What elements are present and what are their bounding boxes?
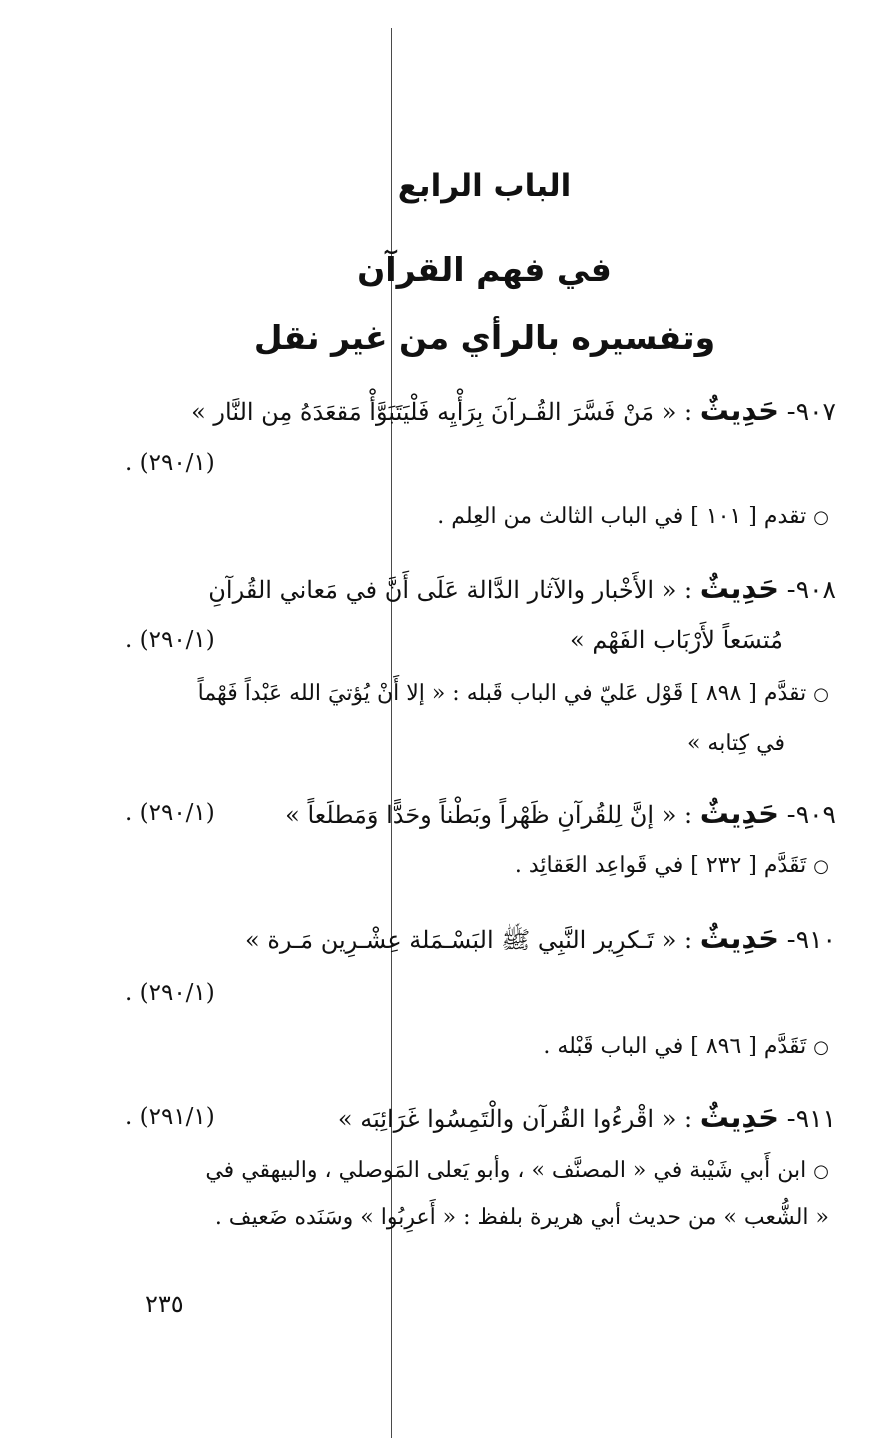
hadith-908-line-1: ٩٠٨- حَدِيثٌ : « الأَخْبار والآثار الدَّالة عَلَى أَنَّ في مَعاني القُرآنِ — [208, 571, 836, 605]
hadith-text-continued: مُتسَعاً لأَرْبَاب الفَهْم » — [570, 626, 783, 654]
hadith-text: « إنَّ لِلقُرآنِ ظَهْراً وبَطْناً وحَدًّا وَمَطلَعاً » — [285, 801, 677, 829]
chapter-subtitle-1: في فهم القرآن — [357, 250, 612, 289]
hadith-text: « تَـكرِير النَّبِي ﷺ البَسْـمَلة عِشْـرِين مَـرة » — [245, 926, 677, 954]
hadith-reference: (٢٩٠/١) . — [125, 450, 215, 476]
note-text: تقدَّم [ ٨٩٨ ] قَوْل عَليّ في الباب قَبله : « إلا أَنْ يُؤتيَ الله عَبْداً فَهْماً — [197, 681, 807, 706]
hadith-label: حَدِيثٌ — [699, 796, 780, 830]
hadith-908-note-line-2 — [687, 724, 785, 764]
hadith-reference: (٢٩٠/١) . — [125, 980, 215, 1006]
note-text: تقدم [ ١٠١ ] في الباب الثالث من العِلم . — [437, 504, 807, 529]
hadith-text: « مَنْ فَسَّرَ القُـرآنَ بِرَأْيِه فَلْيَتَبَوَّأْ مَقعَدَهُ مِن النَّار » — [191, 398, 677, 426]
hadith-label: حَدِيثٌ — [699, 921, 780, 955]
hadith-910-line-1: ٩١٠- حَدِيثٌ : « تَـكرِير النَّبِي ﷺ البَسْـمَلة عِشْـرِين مَـرة » — [245, 921, 836, 955]
hadith-text: « الأَخْبار والآثار الدَّالة عَلَى أَنَّ في مَعاني القُرآنِ — [208, 576, 677, 604]
hadith-911-line-1: ٩١١- حَدِيثٌ : « اقْرءُوا القُرآن والْتَمِسُوا غَرَائِبَه » (٢٩١/١) . — [125, 1097, 836, 1137]
hadith-908-note-line-1 — [125, 674, 829, 714]
bullet-icon: ○ — [813, 684, 829, 705]
hadith-label: حَدِيثٌ — [699, 571, 780, 605]
page-number: ٢٣٥ — [145, 1290, 184, 1318]
note-text-continued: في كِتابه » — [686, 731, 785, 756]
hadith-909-line-1: ٩٠٩- حَدِيثٌ : « إنَّ لِلقُرآنِ ظَهْراً وبَطْناً وحَدًّا وَمَطلَعاً » (٢٩٠/١) . — [125, 793, 836, 833]
note-text: ابن أَبي شَيْبة في « المصنَّف » ، وأبو يَعلى المَوصلي ، والبيهقي في — [205, 1158, 807, 1183]
chapter-subtitle-2: وتفسيره بالرأي من غير نقل — [253, 318, 716, 357]
hadith-911-note-line-1 — [125, 1151, 829, 1191]
chapter-title: الباب الرابع — [397, 168, 572, 204]
hadith-911-note-line-2 — [125, 1198, 829, 1238]
bullet-icon: ○ — [813, 1161, 829, 1182]
hadith-label: حَدِيثٌ — [699, 1100, 780, 1134]
hadith-907-line-1: ٩٠٧- حَدِيثٌ : « مَنْ فَسَّرَ القُـرآنَ بِرَأْيِه فَلْيَتَبَوَّأْ مَقعَدَهُ مِن النَّار » — [191, 393, 836, 427]
hadith-number: ٩٠٨- — [786, 575, 836, 604]
hadith-number: ٩٠٩- — [786, 800, 836, 829]
hadith-number: ٩١١- — [786, 1104, 836, 1133]
note-text: تَقَدَّم [ ٨٩٦ ] في الباب قَبْله . — [543, 1034, 807, 1059]
note-text: تَقَدَّم [ ٢٣٢ ] في قَواعِد العَقائِد . — [514, 853, 807, 878]
hadith-909-note — [515, 846, 829, 886]
hadith-908-line-2 — [125, 620, 783, 660]
hadith-907-ref-line — [125, 442, 836, 482]
hadith-reference: (٢٩٠/١) . — [125, 627, 215, 653]
hadith-907-note — [437, 497, 829, 537]
bullet-icon: ○ — [813, 1037, 829, 1058]
hadith-label: حَدِيثٌ — [699, 393, 780, 427]
bullet-icon: ○ — [813, 507, 829, 528]
hadith-910-ref-line — [125, 972, 836, 1012]
hadith-number: ٩٠٧- — [786, 397, 836, 426]
hadith-reference: (٢٩١/١) . — [125, 1104, 215, 1130]
hadith-text: « اقْرءُوا القُرآن والْتَمِسُوا غَرَائِبَه » — [337, 1105, 677, 1133]
hadith-number: ٩١٠- — [786, 925, 836, 954]
hadith-reference: (٢٩٠/١) . — [125, 800, 215, 826]
bullet-icon: ○ — [813, 856, 829, 877]
note-text-continued: « الشُّعب » من حديث أبي هريرة بلفظ : « أَعرِبُوا » وسَنَده ضَعيف . — [214, 1205, 829, 1230]
hadith-910-note — [543, 1027, 829, 1067]
